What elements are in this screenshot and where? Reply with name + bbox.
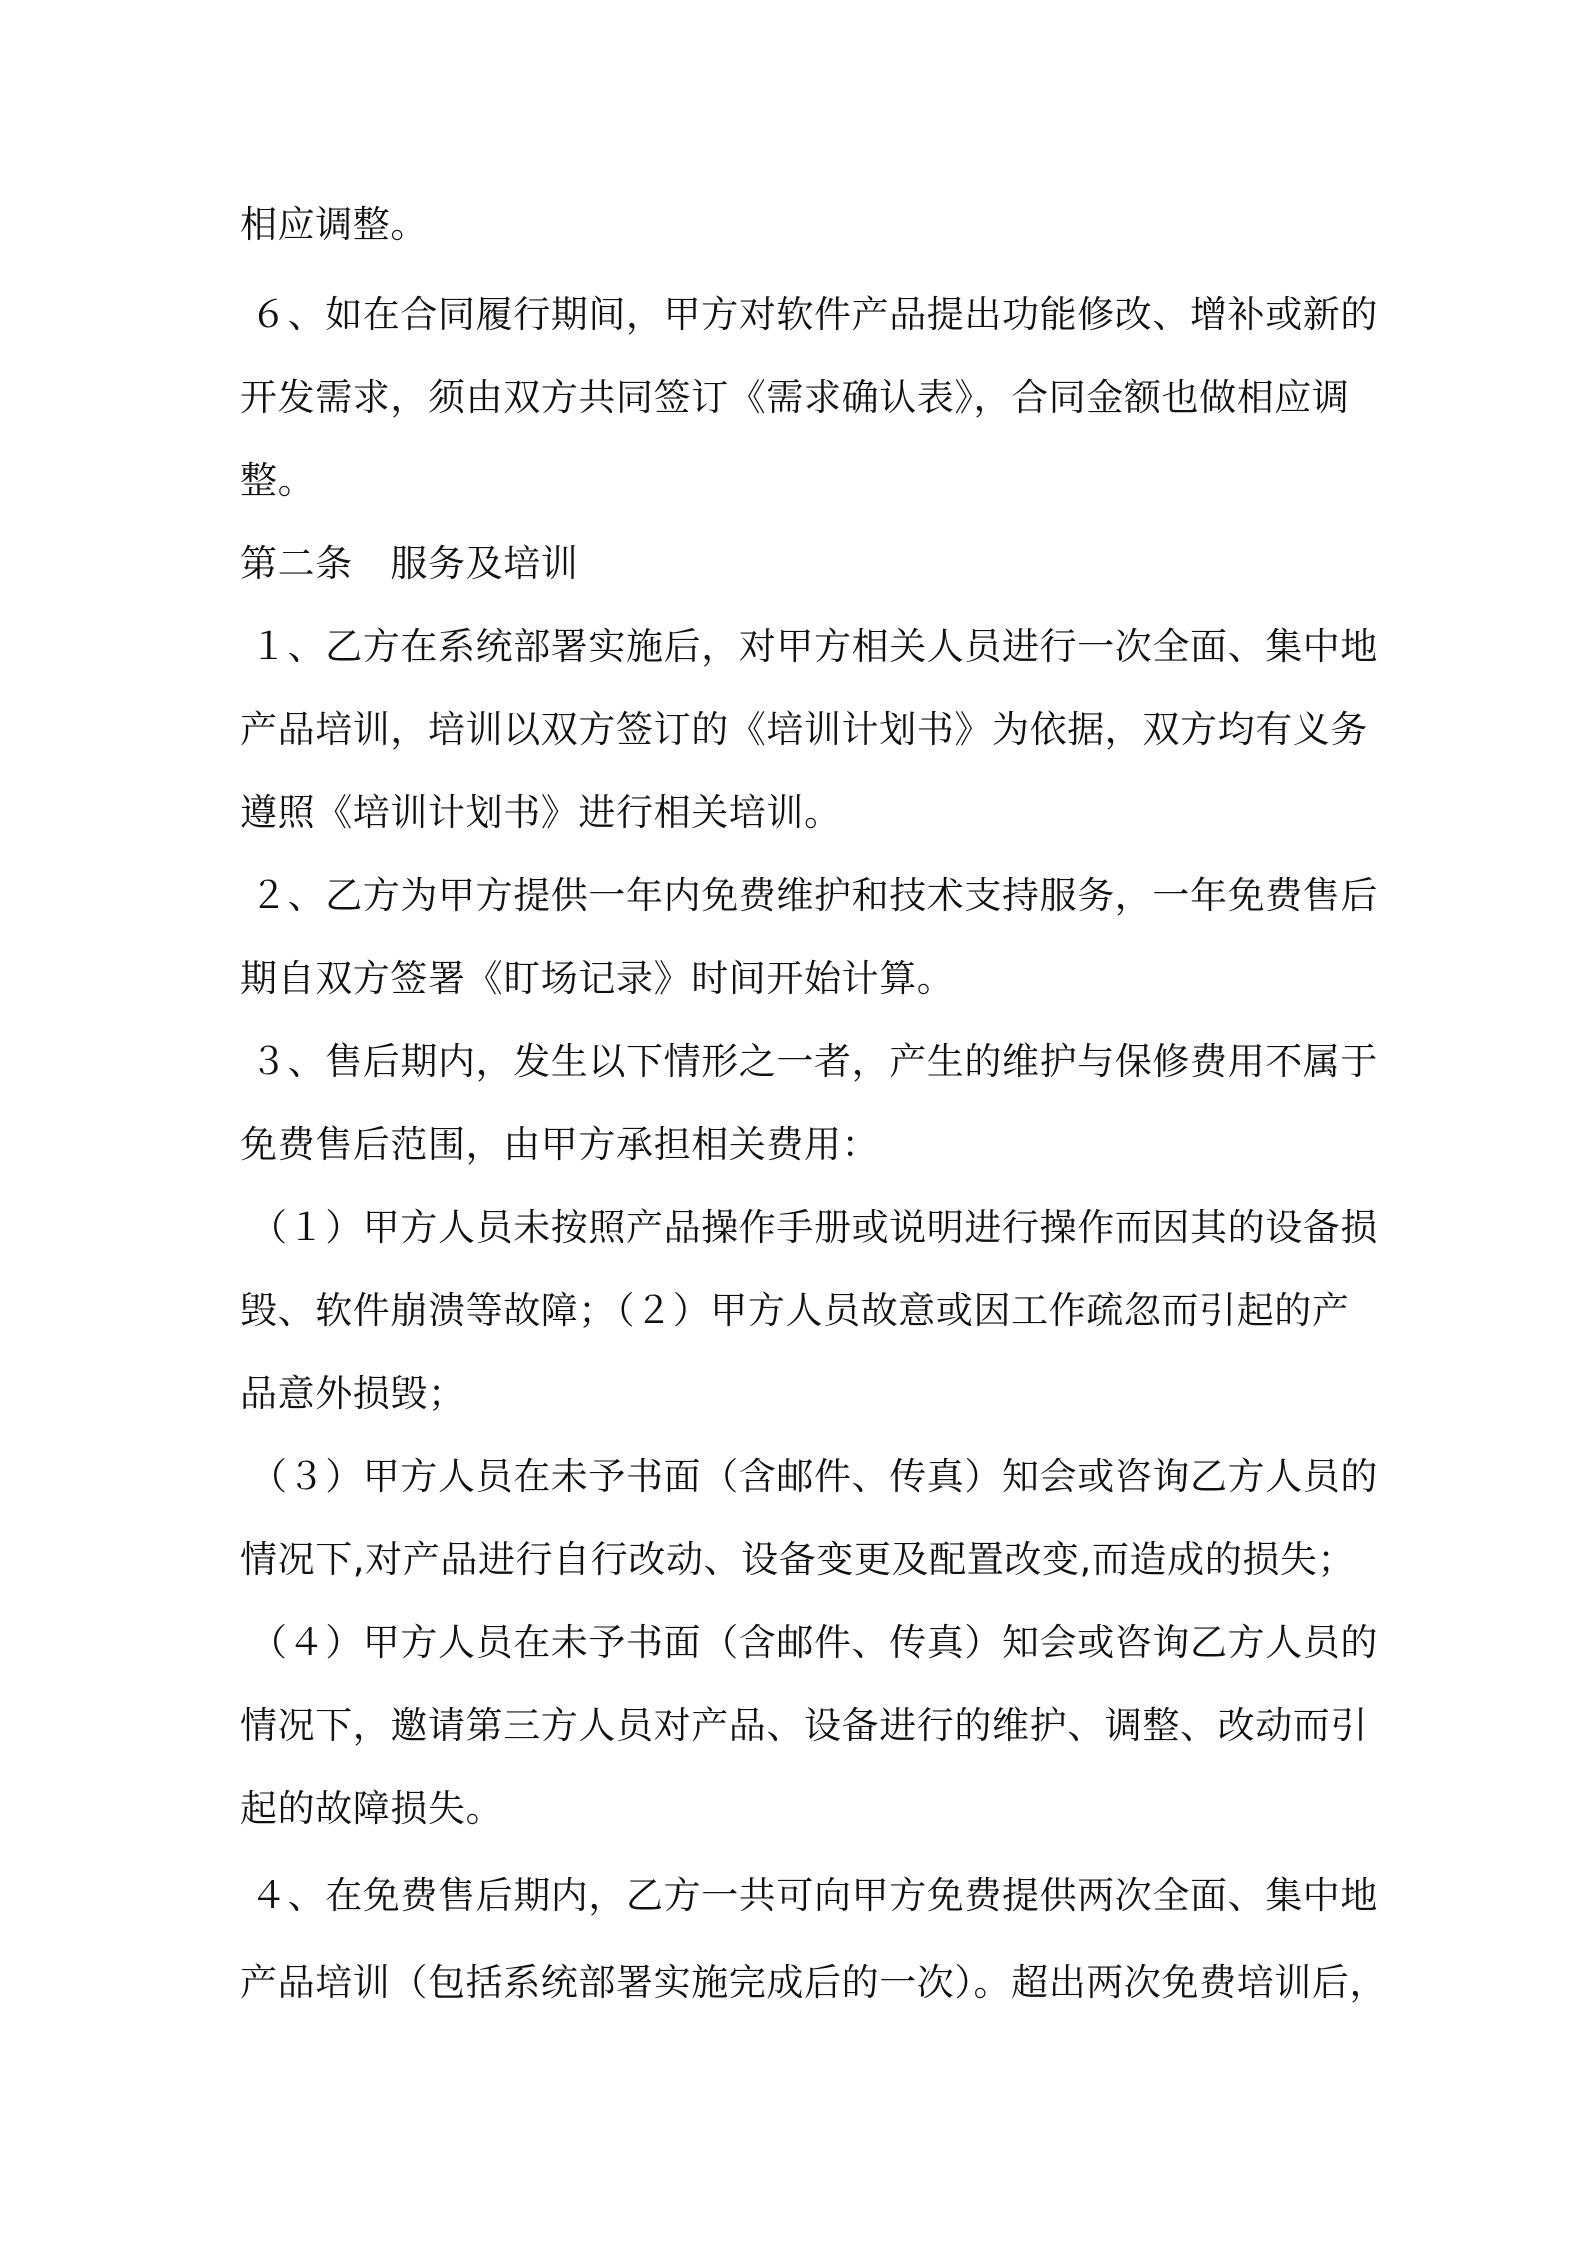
section-heading: 第二条 服务及培训 [240, 542, 579, 585]
text-line: （４）甲方人员在未予书面（含邮件、传真）知会或咨询乙方人员的 [250, 1621, 1378, 1664]
text-line: ４、在免费售后期内，乙方一共可向甲方免费提供两次全面、集中地 [250, 1874, 1378, 1917]
text-line: 开发需求，须由双方共同签订《需求确认表》，合同金额也做相应调 [240, 376, 1350, 419]
text-line: ３、售后期内，发生以下情形之一者，产生的维护与保修费用不属于 [250, 1040, 1378, 1083]
text-line: 品意外损毁； [240, 1372, 466, 1415]
text-line: 情况下，邀请第三方人员对产品、设备进行的维护、调整、改动而引 [240, 1704, 1368, 1747]
text-line: 起的故障损失。 [240, 1787, 504, 1830]
text-line: （１）甲方人员未按照产品操作手册或说明进行操作而因其的设备损 [250, 1206, 1378, 1249]
text-line: 免费售后范围，由甲方承担相关费用： [240, 1123, 880, 1166]
text-line: （３）甲方人员在未予书面（含邮件、传真）知会或咨询乙方人员的 [250, 1455, 1378, 1498]
text-line: 期自双方签署《盯场记录》时间开始计算。 [240, 957, 955, 1000]
text-line: ６、如在合同履行期间，甲方对软件产品提出功能修改、增补或新的 [250, 293, 1378, 336]
text-line: 产品培训（包括系统部署实施完成后的一次）。超出两次免费培训后， [240, 1961, 1388, 2004]
text-line: 毁、软件崩溃等故障；（２）甲方人员故意或因工作疏忽而引起的产 [240, 1289, 1350, 1332]
text-line: １、乙方在系统部署实施后，对甲方相关人员进行一次全面、集中地 [250, 625, 1378, 668]
text-line: 情况下,对产品进行自行改动、设备变更及配置改变,而造成的损失； [240, 1538, 1356, 1581]
text-line: 整。 [240, 459, 316, 502]
text-line: 相应调整。 [240, 203, 428, 246]
text-line: ２、乙方为甲方提供一年内免费维护和技术支持服务，一年免费售后 [250, 874, 1378, 917]
text-line: 产品培训，培训以双方签订的《培训计划书》为依据，双方均有义务 [240, 708, 1368, 751]
text-line: 遵照《培训计划书》进行相关培训。 [240, 791, 842, 834]
